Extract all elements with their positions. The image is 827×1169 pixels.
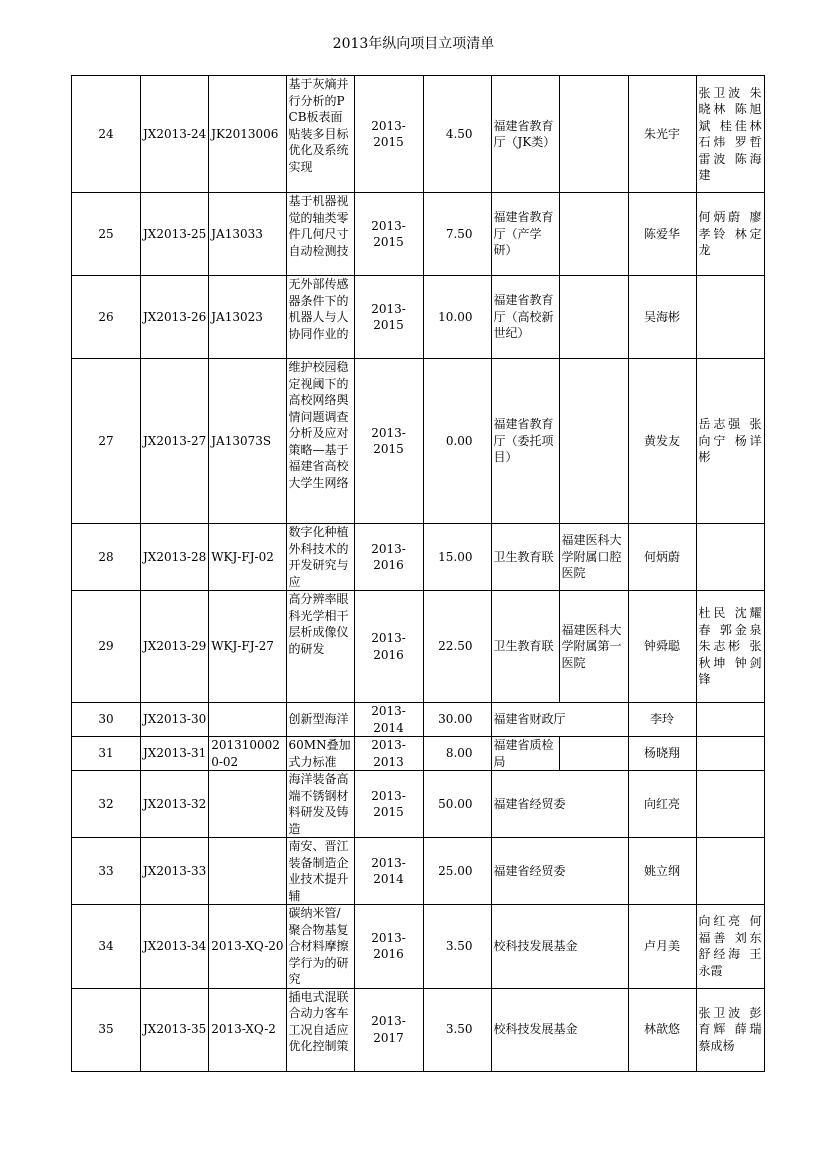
cell-leader: 向红亮	[628, 771, 696, 838]
cell-period: 2013-2016	[354, 905, 423, 989]
cell-source: 福建省教育厅（产学研）	[491, 193, 559, 276]
cell-leader: 黄发友	[628, 359, 696, 524]
table-row	[72, 905, 765, 989]
cell-leader: 吴海彬	[628, 276, 696, 359]
cell-code: JX2013-27	[141, 359, 209, 524]
cell-members: 张卫波 朱晓林 陈旭斌 桂佳林 石炜 罗哲 雷波 陈海建	[696, 76, 764, 193]
cell-members	[696, 703, 764, 737]
cell-source: 福建省财政厅	[491, 703, 628, 737]
table-row	[72, 591, 765, 703]
cell-members: 向红亮 何福善 刘东 舒经海 王永霞	[696, 905, 764, 989]
cell-code: JX2013-33	[141, 838, 209, 905]
cell-partner	[559, 76, 628, 193]
cell-code: JX2013-32	[141, 771, 209, 838]
cell-no: 33	[72, 838, 141, 905]
cell-source: 卫生教育联	[491, 524, 559, 591]
cell-code: JX2013-24	[141, 76, 209, 193]
cell-period: 2013-2015	[354, 76, 423, 193]
cell-name: 无外部传感器条件下的机器人与人协同作业的	[286, 276, 354, 359]
cell-no: 35	[72, 988, 141, 1071]
cell-leader: 林歆悠	[628, 988, 696, 1071]
cell-name: 南安、晋江装备制造企业技术提升辅	[286, 838, 354, 905]
cell-leader: 朱光宇	[628, 76, 696, 193]
table-row	[72, 76, 765, 193]
table-row	[72, 703, 765, 737]
cell-leader: 卢月美	[628, 905, 696, 989]
cell-no: 28	[72, 524, 141, 591]
cell-amount: 22.50	[423, 591, 491, 703]
cell-members	[696, 771, 764, 838]
cell-code: JX2013-30	[141, 703, 209, 737]
cell-period: 2013-2016	[354, 591, 423, 703]
project-table	[71, 75, 765, 1072]
cell-code: JX2013-28	[141, 524, 209, 591]
cell-no: 27	[72, 359, 141, 524]
cell-leader: 李玲	[628, 703, 696, 737]
cell-amount: 50.00	[423, 771, 491, 838]
cell-source: 福建省教育厅（JK类）	[491, 76, 559, 193]
cell-period: 2013-2015	[354, 771, 423, 838]
cell-source: 福建省教育厅（高校新世纪）	[491, 276, 559, 359]
cell-no: 29	[72, 591, 141, 703]
cell-name: 维护校园稳定视阈下的高校网络舆情问题调查分析及应对策略—基于福建省高校大学生网络	[286, 359, 354, 524]
cell-partner	[559, 276, 628, 359]
cell-source: 福建省经贸委	[491, 771, 628, 838]
cell-period: 2013-2013	[354, 737, 423, 771]
cell-name: 数字化种植外科技术的开发研究与应	[286, 524, 354, 591]
cell-proj-no: JA13033	[209, 193, 286, 276]
cell-proj-no: WKJ-FJ-02	[209, 524, 286, 591]
cell-period: 2013-2016	[354, 524, 423, 591]
cell-name: 高分辨率眼科光学相干层析成像仪的研发	[286, 591, 354, 703]
cell-members	[696, 737, 764, 771]
cell-amount: 4.50	[423, 76, 491, 193]
cell-no: 25	[72, 193, 141, 276]
cell-period: 2013-2014	[354, 703, 423, 737]
cell-period: 2013-2015	[354, 276, 423, 359]
cell-partner: 福建医科大学附属口腔医院	[559, 524, 628, 591]
cell-no: 24	[72, 76, 141, 193]
table-row	[72, 276, 765, 359]
cell-code: JX2013-31	[141, 737, 209, 771]
cell-members	[696, 838, 764, 905]
cell-code: JX2013-26	[141, 276, 209, 359]
table-row	[72, 193, 765, 276]
cell-code: JX2013-35	[141, 988, 209, 1071]
table-row	[72, 737, 765, 771]
cell-proj-no: 2013100020-02	[209, 737, 286, 771]
cell-code: JX2013-34	[141, 905, 209, 989]
cell-proj-no: 2013-XQ-20	[209, 905, 286, 989]
cell-amount: 10.00	[423, 276, 491, 359]
cell-source: 校科技发展基金	[491, 905, 628, 989]
table-row	[72, 988, 765, 1071]
cell-leader: 姚立纲	[628, 838, 696, 905]
document-title: 2013年纵向项目立项清单	[332, 36, 495, 52]
cell-amount: 3.50	[423, 988, 491, 1071]
cell-proj-no: WKJ-FJ-27	[209, 591, 286, 703]
cell-proj-no: JA13073S	[209, 359, 286, 524]
cell-members	[696, 524, 764, 591]
table-row	[72, 838, 765, 905]
table-row	[72, 524, 765, 591]
cell-period: 2013-2015	[354, 359, 423, 524]
cell-amount: 0.00	[423, 359, 491, 524]
cell-no: 30	[72, 703, 141, 737]
cell-proj-no	[209, 838, 286, 905]
cell-leader: 陈爱华	[628, 193, 696, 276]
cell-no: 32	[72, 771, 141, 838]
cell-leader: 钟舜聪	[628, 591, 696, 703]
cell-source: 福建省质检局	[491, 737, 559, 771]
cell-amount: 30.00	[423, 703, 491, 737]
cell-partner	[559, 193, 628, 276]
cell-proj-no	[209, 703, 286, 737]
cell-no: 26	[72, 276, 141, 359]
cell-source: 校科技发展基金	[491, 988, 628, 1071]
cell-source: 福建省经贸委	[491, 838, 628, 905]
cell-period: 2013-2015	[354, 193, 423, 276]
cell-period: 2013-2017	[354, 988, 423, 1071]
cell-amount: 7.50	[423, 193, 491, 276]
cell-proj-no: JA13023	[209, 276, 286, 359]
cell-proj-no: JK2013006	[209, 76, 286, 193]
cell-name: 60MN叠加式力标准	[286, 737, 354, 771]
cell-members	[696, 276, 764, 359]
cell-name: 海洋装备高端不锈钢材料研发及铸造	[286, 771, 354, 838]
cell-name: 插电式混联合动力客车工况自适应优化控制策	[286, 988, 354, 1071]
cell-period: 2013-2014	[354, 838, 423, 905]
cell-source: 卫生教育联	[491, 591, 559, 703]
cell-proj-no: 2013-XQ-2	[209, 988, 286, 1071]
cell-proj-no	[209, 771, 286, 838]
cell-name: 基于机器视觉的轴类零件几何尺寸自动检测技	[286, 193, 354, 276]
cell-members: 杜民 沈耀春 郭金泉 朱志彬 张秋坤 钟剑锋	[696, 591, 764, 703]
table-row	[72, 771, 765, 838]
cell-name: 碳纳米管/聚合物基复合材料摩擦学行为的研究	[286, 905, 354, 989]
cell-amount: 3.50	[423, 905, 491, 989]
cell-no: 34	[72, 905, 141, 989]
cell-leader: 杨晓翔	[628, 737, 696, 771]
cell-partner	[559, 737, 628, 771]
cell-members: 岳志强 张向宁 杨详彬	[696, 359, 764, 524]
table-row	[72, 359, 765, 524]
cell-name: 创新型海洋	[286, 703, 354, 737]
cell-amount: 25.00	[423, 838, 491, 905]
cell-partner	[559, 359, 628, 524]
cell-members: 张卫波 彭育辉 薛瑞 蔡成杨	[696, 988, 764, 1071]
cell-partner: 福建医科大学附属第一医院	[559, 591, 628, 703]
cell-code: JX2013-25	[141, 193, 209, 276]
cell-members: 何炳蔚 廖孝铃 林定龙	[696, 193, 764, 276]
cell-name: 基于灰熵并行分析的PCB板表面贴装多目标优化及系统实现	[286, 76, 354, 193]
cell-amount: 8.00	[423, 737, 491, 771]
cell-amount: 15.00	[423, 524, 491, 591]
cell-leader: 何炳蔚	[628, 524, 696, 591]
cell-source: 福建省教育厅（委托项目）	[491, 359, 559, 524]
cell-code: JX2013-29	[141, 591, 209, 703]
cell-no: 31	[72, 737, 141, 771]
